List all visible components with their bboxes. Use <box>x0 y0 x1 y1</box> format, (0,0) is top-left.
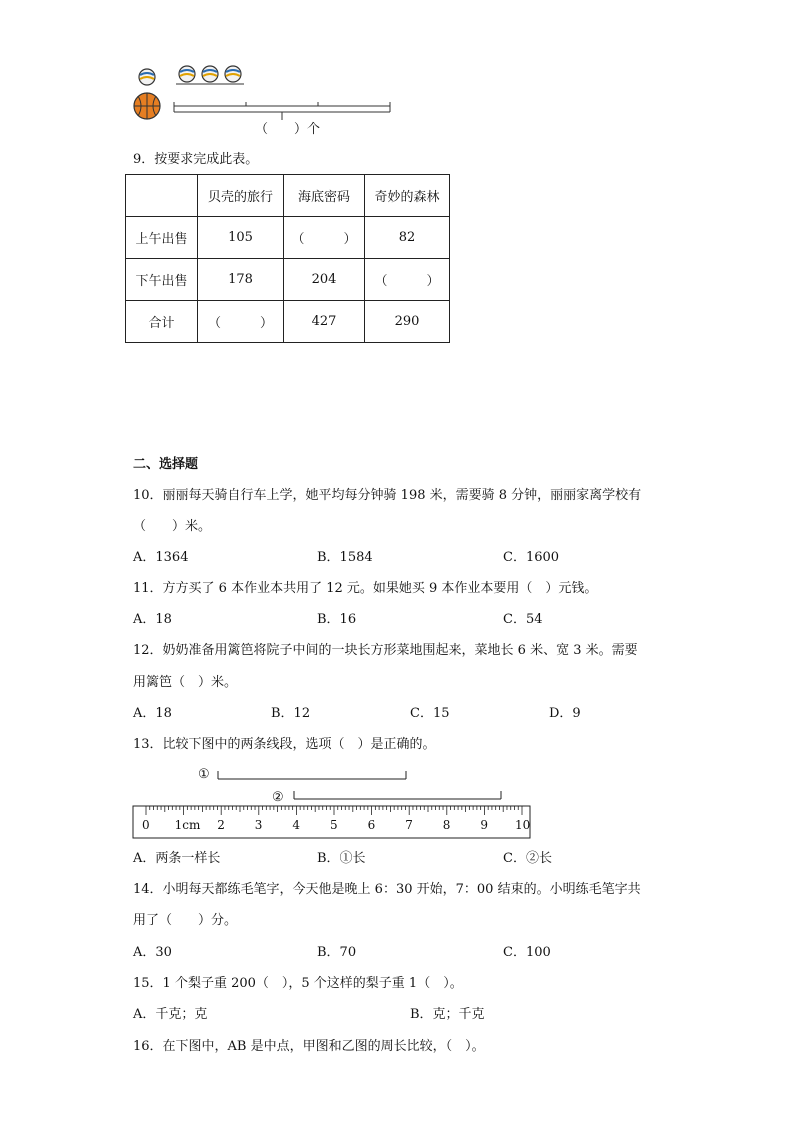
table-cell: 178 <box>198 259 284 301</box>
ruler-tick-label: 2 <box>217 818 225 832</box>
option-a[interactable]: A．千克；克 <box>133 1007 208 1022</box>
table-header-cell: 贝壳的旅行 <box>198 175 284 217</box>
option-d[interactable]: D．9 <box>549 706 581 721</box>
option-b[interactable]: B．克；千克 <box>410 1007 485 1022</box>
row-label: 下午出售 <box>126 259 198 301</box>
q15-text: 15．1 个梨子重 200（ ），5 个这样的梨子重 1（ ）。 <box>133 976 463 991</box>
option-a[interactable]: A．18 <box>133 706 172 721</box>
option-a[interactable]: A．18 <box>133 612 172 627</box>
segment-2 <box>294 791 501 799</box>
table-cell-blank[interactable]: （ ） <box>198 301 284 343</box>
q12-text: 12．奶奶准备用篱笆将院子中间的一块长方形菜地围起来，菜地长 6 米、宽 3 米。需要 <box>133 643 638 658</box>
option-b[interactable]: B．①长 <box>317 851 366 866</box>
q14-text-cont: 用了（ ）分。 <box>133 913 238 928</box>
ruler-tick-label: 5 <box>330 818 338 832</box>
segment-1 <box>218 771 406 779</box>
option-b[interactable]: B．16 <box>317 612 357 627</box>
ruler-tick-label: 8 <box>442 818 451 832</box>
table-row <box>126 217 450 259</box>
ruler-tick-label: 3 <box>254 818 263 832</box>
ruler-tick-label: 9 <box>480 818 489 832</box>
q9-prompt: 9．按要求完成此表。 <box>133 152 259 167</box>
ruler-tick-label: 1cm <box>174 818 201 832</box>
row-label: 上午出售 <box>126 217 198 259</box>
table-header-cell: 海底密码 <box>284 175 365 217</box>
table-cell-blank[interactable]: （ ） <box>284 217 365 259</box>
option-a[interactable]: A．30 <box>133 945 172 960</box>
option-b[interactable]: B．70 <box>317 945 357 960</box>
table-header-cell: 奇妙的森林 <box>365 175 450 217</box>
option-a[interactable]: A．两条一样长 <box>133 851 221 866</box>
ruler-tick-label: 4 <box>292 818 301 832</box>
table-header-row <box>126 175 450 217</box>
table-cell: 82 <box>365 217 450 259</box>
volleyball-icon <box>202 66 218 82</box>
table-cell <box>126 175 198 217</box>
volleyball-icon <box>179 66 195 82</box>
q8-count-label: （ ）个 <box>255 122 321 137</box>
option-c[interactable]: C．15 <box>410 706 450 721</box>
table-cell-blank[interactable]: （ ） <box>365 259 450 301</box>
q12-text-cont: 用篱笆（ ）米。 <box>133 675 238 690</box>
table-cell: 427 <box>284 301 365 343</box>
table-cell: 204 <box>284 259 365 301</box>
section-title: 二、选择题 <box>133 457 199 472</box>
option-c[interactable]: C．②长 <box>503 851 552 866</box>
option-a[interactable]: A．1364 <box>133 550 189 565</box>
table-cell: 105 <box>198 217 284 259</box>
volleyball-icon <box>139 69 155 85</box>
q16-text: 16．在下图中，AB 是中点，甲图和乙图的周长比较，（ ）。 <box>133 1039 485 1054</box>
ruler-tick-label: 10 <box>515 818 531 832</box>
q14-text: 14．小明每天都练毛笔字，今天他是晚上 6：30 开始，7：00 结束的。小明练毛笔字共 <box>133 882 641 897</box>
option-c[interactable]: C．100 <box>503 945 551 960</box>
table-cell: 290 <box>365 301 450 343</box>
ruler-tick-label: 0 <box>142 818 150 832</box>
sales-table <box>125 174 450 343</box>
option-c[interactable]: C．54 <box>503 612 543 627</box>
option-b[interactable]: B．12 <box>271 706 311 721</box>
segment-1-label: ① <box>198 767 210 782</box>
ruler-tick-label: 7 <box>405 818 413 832</box>
q10-text: 10．丽丽每天骑自行车上学，她平均每分钟骑 198 米，需要骑 8 分钟，丽丽家离学校有 <box>133 488 642 503</box>
q11-text: 11．方方买了 6 本作业本共用了 12 元。如果她买 9 本作业本要用（ ）元钱。 <box>133 581 598 596</box>
ruler-tick-label: 6 <box>367 818 376 832</box>
option-b[interactable]: B．1584 <box>317 550 373 565</box>
segment-2-label: ② <box>272 790 284 805</box>
q10-text-cont: （ ）米。 <box>133 519 212 534</box>
q13-text: 13．比较下图中的两条线段，选项（ ）是正确的。 <box>133 737 436 752</box>
basketball-icon <box>134 93 160 119</box>
option-c[interactable]: C．1600 <box>503 550 560 565</box>
row-label: 合计 <box>126 301 198 343</box>
table-row <box>126 301 450 343</box>
table-row <box>126 259 450 301</box>
volleyball-icon <box>225 66 241 82</box>
ruler-figure <box>125 765 545 845</box>
